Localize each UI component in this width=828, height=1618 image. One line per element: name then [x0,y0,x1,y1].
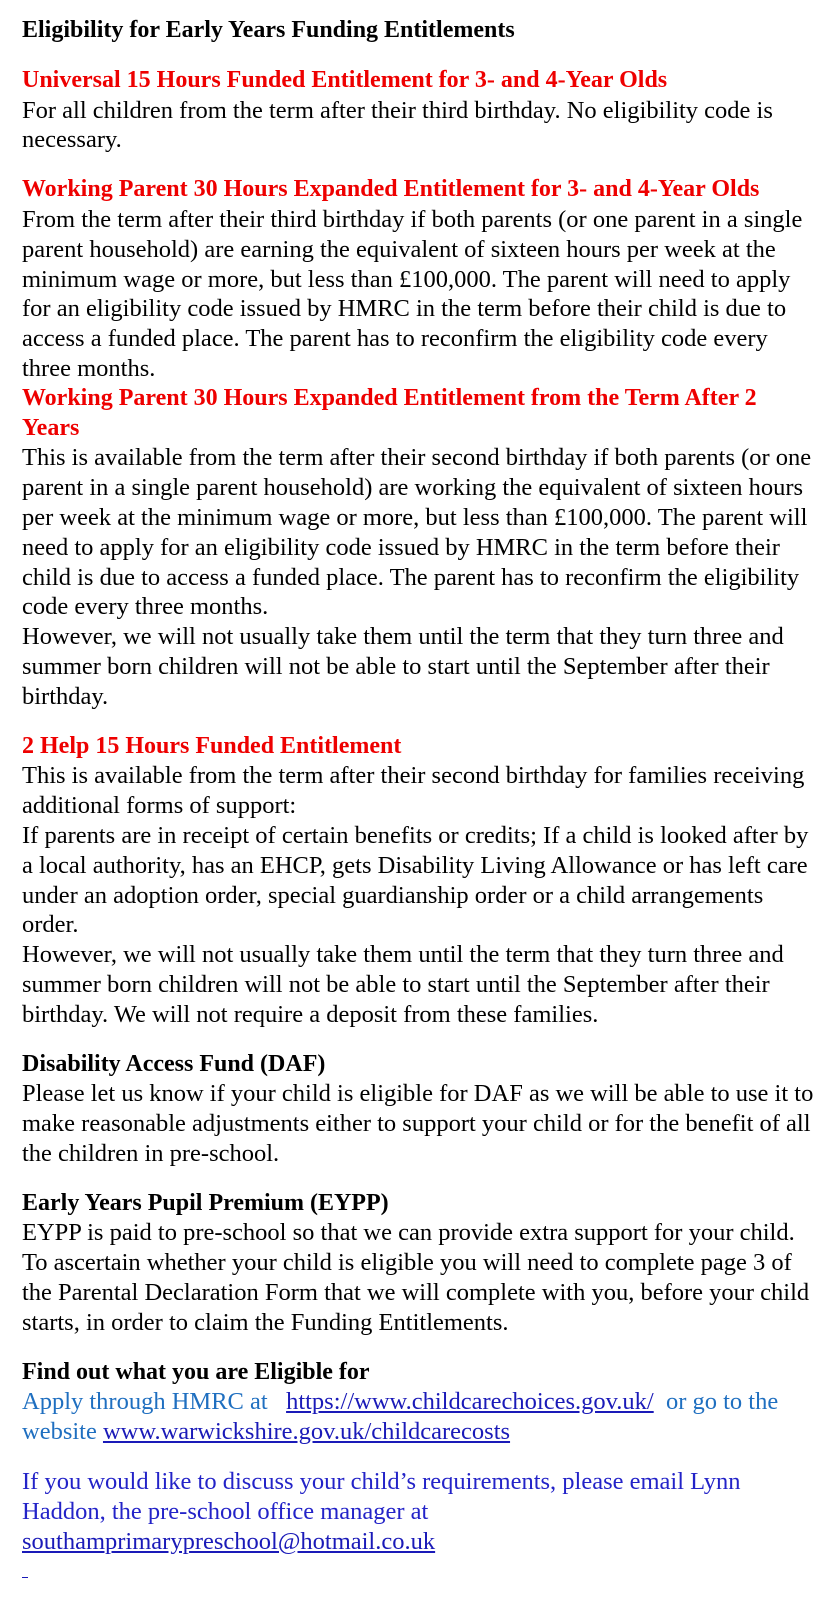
council-link[interactable]: www.warwickshire.gov.uk/childcarecosts [102,1418,511,1446]
section-paragraph: However, we will not usually take them until the term that they turn three and summer born children will not be able to start until the September after their birthday. [22,623,784,710]
section-universal-15 [22,66,814,155]
section-working-parent-2-years [22,384,814,712]
page-title: Eligibility for Early Years Funding Entitlements [22,17,515,43]
section-2-help-15 [22,732,814,1030]
section-paragraph: EYPP is paid to pre-school so that we can provide extra support for your child. To ascertain whether your child is eligible you will need to complete page 3 of the Parental Declaration Form that we will complete with you, before your child starts, in order to claim the Funding Entitlements. [22,1219,810,1336]
section-paragraph: From the term after their third birthday if both parents (or one parent in a single parent household) are earning the equivalent of sixteen hours per week at the minimum wage or more, but less than £100,000. The parent will need to apply for an eligibility code issued by HMRC in the term before their child is due to access a funded place. The parent has to reconfirm the eligibility code every three months. [22,205,803,382]
section-heading: Working Parent 30 Hours Expanded Entitlement from the Term After 2 Years [22,384,757,441]
email-link[interactable]: southamprimarypreschool@hotmail.co.uk [22,1527,436,1555]
find-out-heading: Find out what you are Eligible for [22,1358,370,1385]
section-eypp [22,1189,814,1338]
section-heading: 2 Help 15 Hours Funded Entitlement [22,732,402,759]
or-go-to-text: or go to the website [22,1388,779,1446]
section-paragraph: However, we will not usually take them until the term that they turn three and summer born children will not be able to start until the September after their birthday. We will not require a deposit from these families. [22,941,784,1028]
hmrc-link[interactable]: https://www.childcarechoices.gov.uk/ [286,1388,654,1416]
section-paragraph: This is available from the term after their second birthday if both parents (or one parent in a single parent household) are working the equivalent of sixteen hours per week at the minimum wage or more, but less than £100,000. The parent will need to apply for an eligibility code issued by HMRC in the term before their child is due to access a funded place. The parent has to reconfirm the eligibility code every three months. [22,444,812,621]
section-working-parent-3-4 [22,175,814,384]
section-heading: Early Years Pupil Premium (EYPP) [22,1189,389,1216]
section-contact [22,1467,814,1586]
apply-prefix: Apply through HMRC at [22,1388,268,1416]
section-paragraph: For all children from the term after their third birthday. No eligibility code is necessary. [22,96,773,154]
section-daf [22,1050,814,1169]
section-paragraph: If parents are in receipt of certain benefits or credits; If a child is looked after by a local authority, has an EHCP, gets Disability Living Allowance or has left care under an adoption order, special guardianship order or a child arrangements order. [22,821,809,939]
section-paragraph: Please let us know if your child is eligible for DAF as we will be able to use it to make reasonable adjustments either to support your child or for the benefit of all the children in pre-school. [22,1080,814,1167]
section-paragraph: This is available from the term after their second birthday for families receiving additional forms of support: [22,762,805,820]
trailing-underline-mark [22,1577,28,1578]
apply-line [22,1387,814,1447]
contact-message: If you would like to discuss your child’s requirements, please email Lynn Haddon, the pre-school office manager at [22,1468,741,1525]
section-heading: Disability Access Fund (DAF) [22,1050,326,1077]
section-find-out [22,1358,814,1447]
contact-text [22,1467,814,1556]
section-heading: Working Parent 30 Hours Expanded Entitlement for 3- and 4-Year Olds [22,176,760,203]
section-heading: Universal 15 Hours Funded Entitlement for 3- and 4-Year Olds [22,66,668,93]
